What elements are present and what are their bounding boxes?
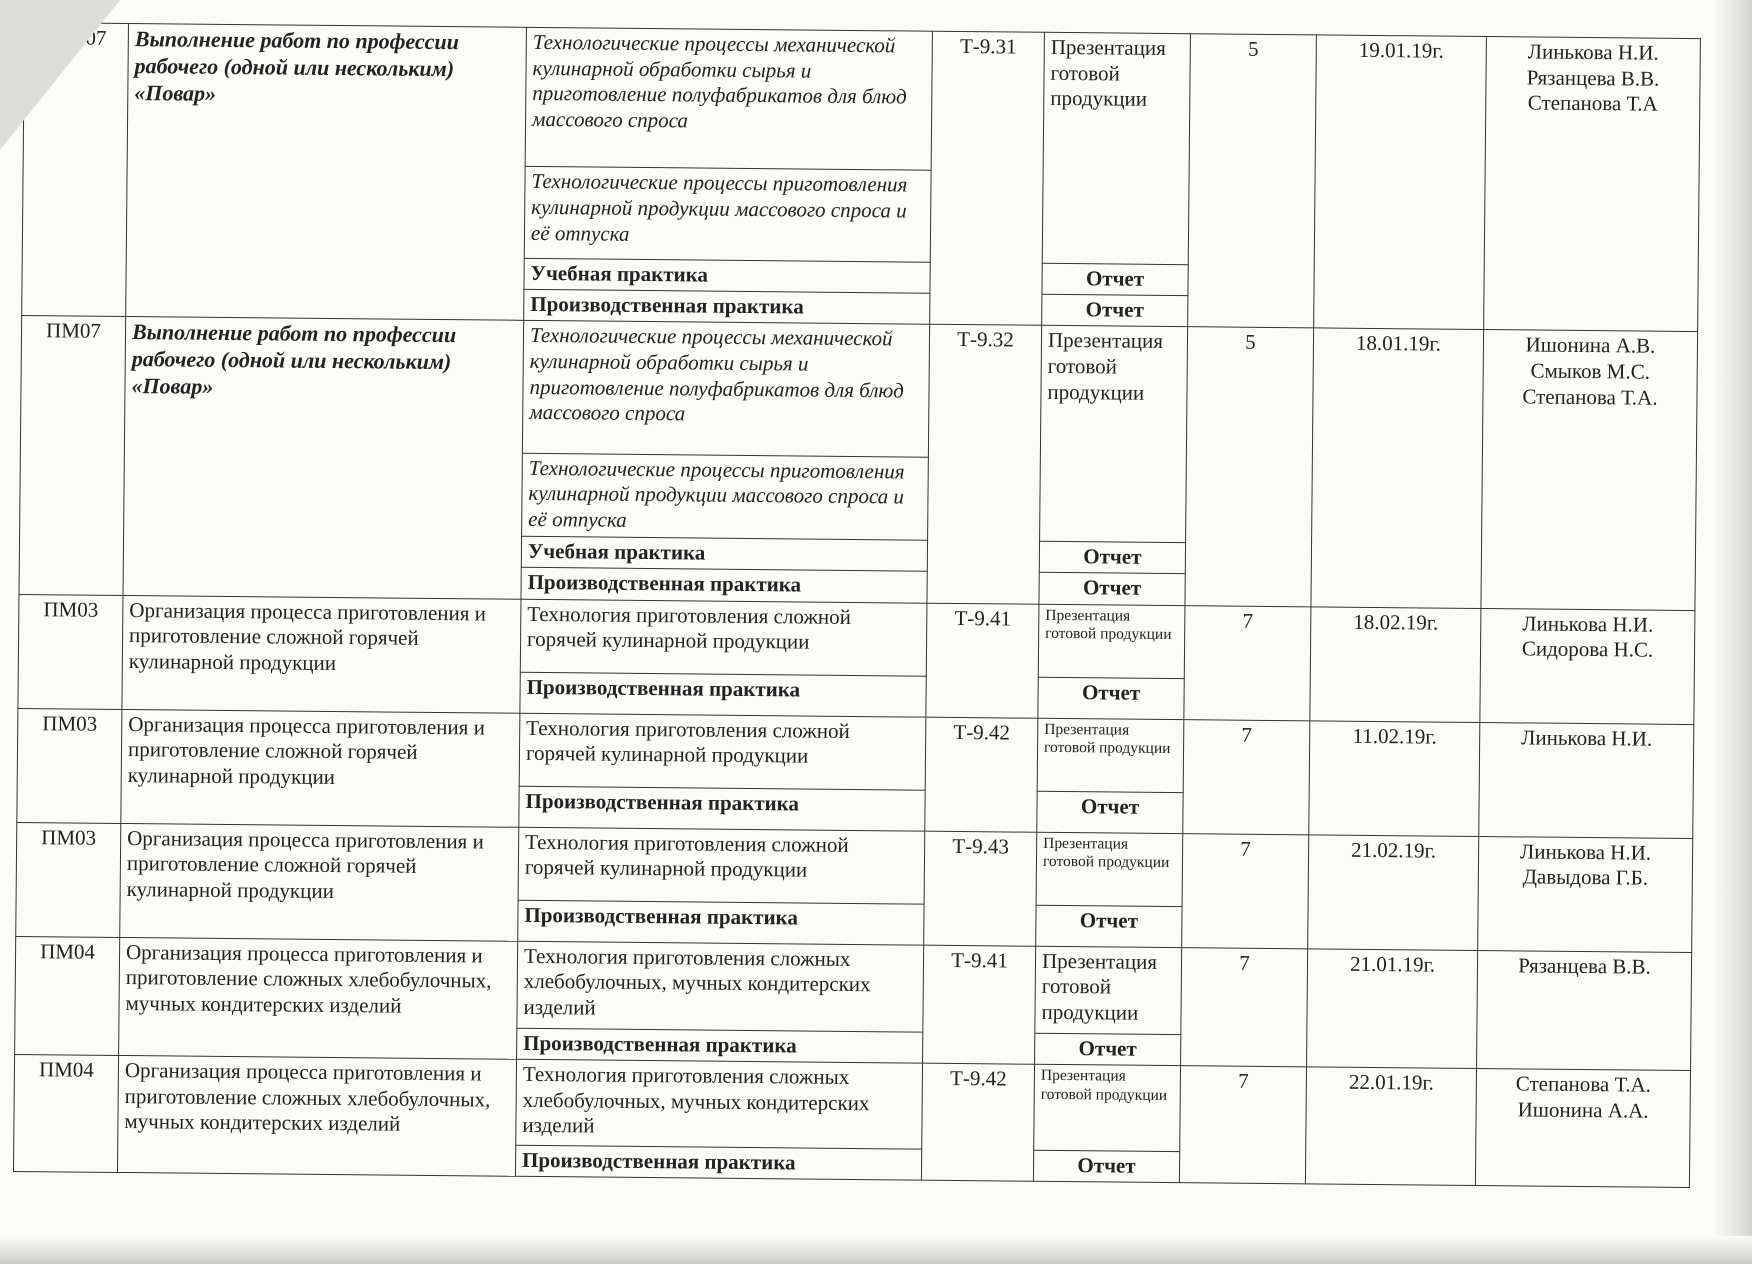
production-practice: Производственная практика [517,1028,923,1063]
group-code: Т-9.42 [921,1063,1034,1181]
teachers [1477,950,1692,1071]
subject-name: Технология приготовления сложной горячей кулинарной продукции [518,827,925,904]
exam-schedule-table [13,22,1701,1188]
group-code: Т-9.43 [924,831,1037,946]
subject-name: Технологические процессы механической кулинарной обработки сырья и приготовление полуфабрикатов для блюд массового спроса [522,321,929,457]
semester: 7 [1184,605,1311,720]
module-title: Организация процесса приготовления и приготовление сложной горячей кулинарной продукции [122,595,521,713]
module-code: ПМ04 [15,936,120,1056]
exam-form: Презентация готовой продукции [1035,946,1182,1035]
group-code: Т-9.31 [930,31,1045,325]
study-practice: Учебная практика [521,536,927,571]
teachers [1481,330,1698,610]
teachers [1478,836,1693,952]
table-row [18,594,1695,683]
scan-edge-right [1712,0,1752,1264]
module-title: Организация процесса приготовления и приготовление сложных хлебобулочных, мучных кондитерских изделий [119,937,518,1060]
exam-form: Презентация готовой продукции [1042,32,1190,264]
semester: 7 [1183,719,1310,834]
teacher-name: Сидорова Н.С. [1521,636,1654,662]
subject-name: Технологические процессы приготовления кулинарной продукции массового спроса и её отпуска [524,167,931,263]
teacher-name: Линькова Н.И. [1522,610,1654,637]
subject-name: Технология приготовления сложной горячей кулинарной продукции [519,713,926,790]
production-practice: Производственная практика [524,290,930,325]
semester: 7 [1179,1066,1306,1184]
page-fold-corner [0,0,120,150]
teacher-name: Степанова Т.А. [1515,1071,1652,1097]
report-label: Отчет [1033,1150,1179,1183]
report-label: Отчет [1037,791,1183,833]
module-title: Организация процесса приготовления и приготовление сложной горячей кулинарной продукции [121,709,520,827]
group-code: Т-9.42 [925,717,1038,832]
exam-date: 22.01.19г. [1305,1067,1476,1185]
teachers [1479,722,1694,838]
teachers [1480,608,1695,724]
module-code: ПМ03 [17,708,122,823]
table-row [17,708,1694,797]
scan-edge-bottom [0,1236,1752,1264]
teacher-name: Ишонина А.А. [1517,1097,1649,1123]
subject-name: Технологические процессы механической кулинарной обработки сырья и приготовление полуфабрикатов для блюд массового спроса [525,27,932,170]
module-title: Организация процесса приготовления и приготовление сложных хлебобулочных, мучных кондитерских изделий [117,1056,516,1177]
group-code: Т-9.32 [927,325,1042,604]
exam-date: 21.02.19г. [1308,834,1479,950]
module-title: Выполнение работ по профессии рабочего (одной или нескольким) «Повар» [126,24,527,321]
report-label: Отчет [1038,677,1184,719]
report-label: Отчет [1042,295,1188,328]
report-label: Отчет [1035,1033,1181,1066]
semester: 7 [1182,833,1309,948]
module-code: ПМ03 [16,822,121,937]
report-label: Отчет [1036,905,1182,947]
exam-date: 11.02.19г. [1309,720,1480,836]
group-code: Т-9.41 [923,945,1036,1065]
semester: 5 [1188,34,1317,329]
exam-form: Презентация готовой продукции [1034,1064,1181,1151]
production-practice: Производственная практика [521,568,927,603]
teacher-name: Линькова Н.И. [1521,724,1653,751]
teacher-name: Ишонина А.В. [1525,332,1656,359]
teacher-name: Рязанцева В.В. [1518,952,1651,979]
module-code: ПМ03 [18,594,123,709]
report-label: Отчет [1039,541,1185,574]
teachers [1484,37,1701,332]
exam-form: Презентация готовой продукции [1038,604,1185,679]
module-code: ПМ04 [13,1055,118,1173]
table-row [16,822,1693,911]
semester: 5 [1185,327,1314,606]
module-code: ПМ07 [19,316,126,595]
production-practice: Производственная практика [520,672,926,717]
teacher-name: Давыдова Г.Б. [1522,864,1649,890]
exam-date: 18.01.19г. [1311,328,1484,608]
group-code: Т-9.41 [926,603,1039,718]
exam-form: Презентация готовой продукции [1040,326,1188,543]
exam-form: Презентация готовой продукции [1037,718,1184,793]
module-code: ПМ 07 [22,23,129,317]
teacher-name: Степанова Т.А. [1522,384,1658,410]
table-row [14,1055,1691,1157]
teacher-name: Линькова Н.И. [1519,838,1652,865]
report-label: Отчет [1039,573,1185,606]
subject-name: Технология приготовления сложной горячей кулинарной продукции [520,599,927,676]
teacher-name: Степанова Т.А [1527,90,1658,116]
subject-name: Технология приготовления сложных хлебобулочных, мучных кондитерских изделий [516,1060,923,1149]
exam-date: 18.02.19г. [1310,606,1481,722]
semester: 7 [1181,947,1308,1067]
production-practice: Производственная практика [515,1145,921,1180]
study-practice: Учебная практика [524,258,930,293]
subject-name: Технологические процессы приготовления кулинарной продукции массового спроса и её отпуска [522,453,929,540]
exam-form: Презентация готовой продукции [1036,832,1183,907]
table-row [20,316,1697,464]
production-practice: Производственная практика [519,786,925,831]
exam-date: 21.01.19г. [1307,948,1478,1068]
module-title: Выполнение работ по профессии рабочего (одной или нескольким) «Повар» [123,317,524,599]
subject-name: Технология приготовления сложных хлебобулочных, мучных кондитерских изделий [517,941,924,1032]
teacher-name: Линькова Н.И. [1527,39,1659,65]
teachers [1475,1069,1690,1188]
report-label: Отчет [1042,263,1188,296]
production-practice: Производственная практика [518,900,924,945]
exam-date: 19.01.19г. [1314,35,1487,330]
teacher-name: Смыков М.С. [1530,358,1651,384]
table-row [23,23,1700,179]
teacher-name: Рязанцева В.В. [1526,65,1660,91]
table-row [15,936,1692,1040]
module-title: Организация процесса приготовления и приготовление сложной горячей кулинарной продукции [120,823,519,941]
